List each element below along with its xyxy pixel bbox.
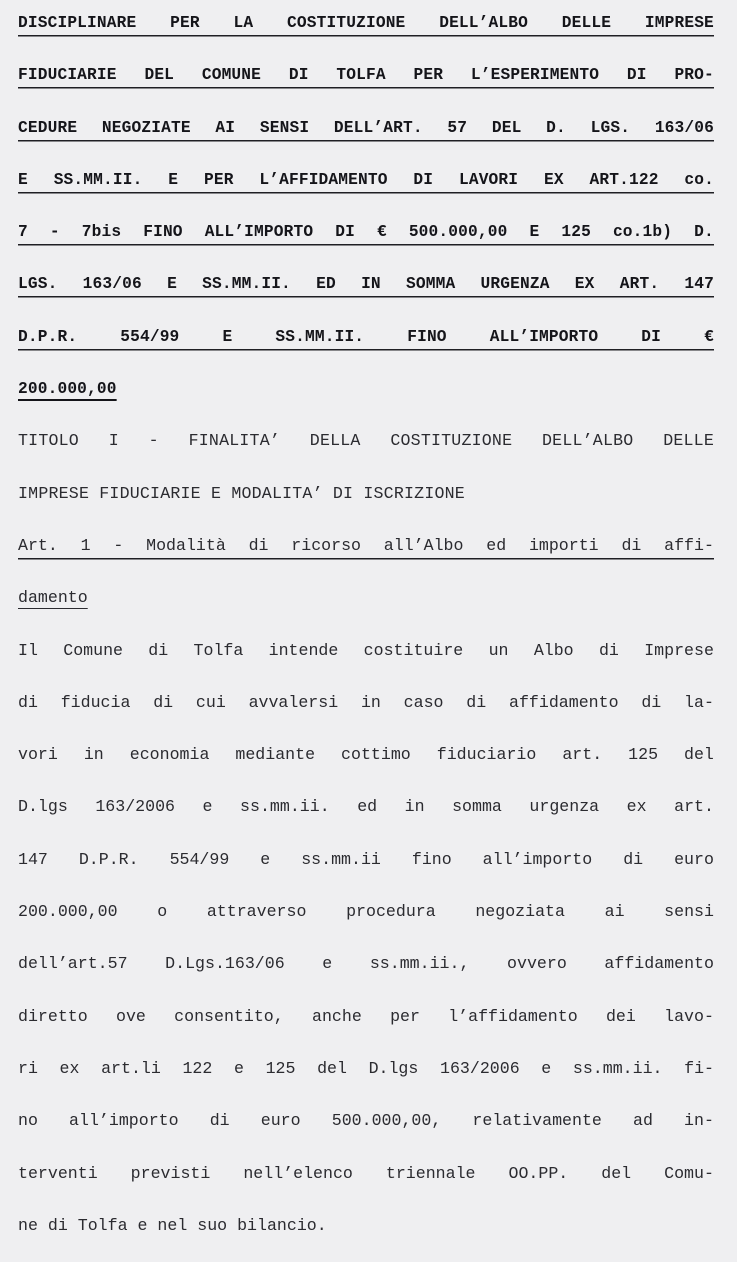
word: L’AFFIDAMENTO — [259, 170, 388, 189]
heading-word: 554/99 — [120, 327, 180, 346]
heading-line — [18, 206, 714, 258]
heading-word: FINO — [407, 327, 447, 346]
word: in — [83, 745, 104, 765]
heading-line — [18, 154, 714, 206]
word: ri — [18, 1058, 38, 1078]
word: DELLA — [309, 431, 361, 451]
word: procedura — [346, 902, 436, 922]
word: LGS. — [18, 275, 58, 294]
word: di — [641, 692, 662, 712]
word: Comu- — [664, 1163, 714, 1183]
body-line — [18, 834, 714, 886]
word: somma — [452, 797, 502, 817]
word: negoziata — [475, 902, 565, 922]
article-body — [18, 625, 714, 1253]
word: 122 — [182, 1058, 213, 1078]
word: ART. — [619, 275, 660, 294]
word: D. — [694, 223, 714, 242]
word: relativamente — [472, 1111, 602, 1131]
word: DEL — [144, 66, 175, 85]
word: ricorso — [291, 535, 361, 555]
word: la- — [684, 692, 714, 712]
word: DELL’ART. — [333, 118, 423, 137]
word: ex — [626, 797, 647, 817]
word: ART.122 — [589, 170, 659, 189]
article-line — [18, 520, 714, 572]
word: del — [317, 1058, 347, 1078]
word: Modalità — [146, 535, 226, 555]
word: intende — [268, 640, 339, 660]
body-line — [18, 781, 714, 833]
word: ED — [316, 275, 336, 294]
word: EX — [574, 275, 595, 294]
word: 163/2006 — [439, 1058, 520, 1078]
body-line — [18, 1095, 714, 1147]
word: 57 — [447, 118, 468, 137]
word: cottimo — [341, 745, 411, 765]
word: PRO- — [674, 66, 714, 85]
word: vori — [18, 745, 58, 765]
word: 163/2006 — [95, 797, 175, 817]
heading-word: ALL’IMPORTO — [489, 327, 599, 346]
word: diretto — [18, 1006, 88, 1026]
word: di — [148, 640, 169, 660]
word: D. — [546, 118, 566, 137]
word: I — [108, 431, 119, 451]
word: consentito, — [174, 1006, 284, 1026]
word: DELL’ALBO — [439, 14, 528, 32]
word: Albo — [533, 640, 574, 660]
title-line: IMPRESE FIDUCIARIE E MODALITA’ DI ISCRIZIONE — [18, 483, 465, 503]
word: 163/06 — [82, 275, 142, 294]
word: euro — [260, 1111, 301, 1131]
word: ss.mm.ii. — [240, 797, 330, 817]
word: art. — [562, 745, 603, 765]
word: cui — [195, 692, 226, 712]
title-line — [18, 415, 714, 467]
word: un — [488, 640, 509, 660]
word: COSTITUZIONE — [390, 431, 513, 451]
word: COMUNE — [201, 66, 262, 85]
word: fiduciario — [436, 745, 537, 765]
word: DISCIPLINARE — [18, 14, 137, 32]
heading-amount: 200.000,00 — [18, 380, 117, 399]
word: - — [49, 223, 60, 242]
word: DEL — [491, 118, 522, 137]
word: di — [18, 692, 38, 712]
word: ovvero — [507, 954, 567, 974]
word: 7bis — [81, 223, 122, 242]
word: FINALITA’ — [188, 431, 281, 451]
word: SS.MM.II. — [53, 170, 143, 189]
word: E — [18, 170, 28, 189]
word: avvalersi — [248, 692, 339, 712]
word: DI — [626, 66, 647, 85]
word: di — [248, 535, 269, 555]
word: Art. — [18, 535, 58, 555]
word: dell’art.57 — [18, 954, 128, 974]
word: per — [390, 1006, 420, 1026]
word: di — [598, 640, 619, 660]
word: D.lgs — [18, 797, 68, 817]
heading-line — [18, 49, 714, 101]
word: DI — [413, 170, 434, 189]
word: costituire — [363, 640, 464, 660]
heading-line-last — [18, 363, 714, 415]
word: TITOLO — [18, 431, 79, 451]
word: fino — [411, 849, 452, 869]
word: e — [322, 954, 333, 974]
article-heading — [18, 520, 714, 625]
word: 1 — [80, 535, 91, 555]
word: 125 — [561, 223, 591, 242]
word: Il — [18, 640, 38, 660]
word: OO.PP. — [508, 1163, 569, 1183]
word: economia — [129, 745, 210, 765]
word: - — [148, 431, 159, 451]
word: ed — [486, 535, 507, 555]
word: di — [621, 535, 642, 555]
heading-line — [18, 102, 714, 154]
heading-line — [18, 0, 714, 49]
word: all’importo — [69, 1111, 179, 1131]
word: DELL’ALBO — [542, 431, 634, 451]
word: E — [529, 223, 540, 242]
word: lavo- — [664, 1006, 714, 1026]
word: sensi — [664, 902, 714, 922]
document-heading — [18, 0, 714, 415]
word: - — [113, 535, 124, 555]
word: 147 — [684, 275, 714, 294]
article-line-text: damento — [18, 588, 88, 608]
word: fiducia — [60, 692, 131, 712]
heading-word: € — [704, 327, 714, 346]
word: LA — [233, 14, 254, 32]
word: 554/99 — [169, 849, 230, 869]
word: nell’elenco — [243, 1163, 353, 1183]
body-line — [18, 1043, 714, 1095]
word: ss.mm.ii., — [369, 954, 470, 974]
word: ad — [632, 1111, 653, 1131]
word: ex — [59, 1058, 80, 1078]
word: di — [466, 692, 487, 712]
word: 200.000,00 — [18, 902, 118, 922]
word: LGS. — [590, 118, 631, 137]
heading-word: E — [222, 327, 233, 346]
word: co. — [684, 170, 714, 189]
body-line — [18, 729, 714, 781]
article-line — [18, 572, 714, 624]
body-line — [18, 938, 714, 990]
word: attraverso — [206, 902, 307, 922]
word: D.Lgs.163/06 — [165, 954, 285, 974]
word: COSTITUZIONE — [287, 14, 406, 32]
word: mediante — [235, 745, 316, 765]
word: co.1b) — [612, 223, 673, 242]
word: 163/06 — [654, 118, 714, 137]
word: ai — [604, 902, 625, 922]
word: e — [233, 1058, 244, 1078]
body-line — [18, 677, 714, 729]
word: in — [404, 797, 425, 817]
word: PER — [170, 14, 200, 32]
word: fi- — [684, 1058, 714, 1078]
word: E — [168, 170, 179, 189]
heading-word: SS.MM.II. — [275, 327, 365, 346]
body-line — [18, 1148, 714, 1200]
word: e — [202, 797, 213, 817]
word: URGENZA — [480, 275, 550, 294]
word: ed — [357, 797, 378, 817]
section-title — [18, 415, 714, 520]
word: Tolfa — [193, 640, 244, 660]
word: urgenza — [529, 797, 600, 817]
word: IMPRESE — [644, 14, 714, 32]
word: TOLFA — [336, 66, 386, 85]
word: caso — [403, 692, 444, 712]
word: AI — [215, 118, 236, 137]
word: CEDURE — [18, 118, 78, 137]
word: 7 — [18, 223, 28, 242]
word: affi- — [664, 535, 714, 555]
word: e — [541, 1058, 552, 1078]
word: dei — [605, 1006, 636, 1026]
word: in- — [684, 1111, 714, 1131]
word: ALL’IMPORTO — [204, 223, 314, 242]
word: D.lgs — [368, 1058, 419, 1078]
word: 125 — [628, 745, 659, 765]
word: del — [684, 745, 714, 765]
body-line — [18, 991, 714, 1043]
word: Comune — [63, 640, 123, 660]
word: 500.000,00, — [331, 1111, 442, 1131]
heading-word: DI — [641, 327, 662, 346]
body-line-last: ne di Tolfa e nel suo bilancio. — [18, 1215, 327, 1235]
word: SS.MM.II. — [202, 275, 291, 294]
word: 147 — [18, 849, 48, 869]
word: art.li — [101, 1058, 161, 1078]
word: SOMMA — [406, 275, 456, 294]
word: FINO — [143, 223, 183, 242]
word: all’importo — [482, 849, 593, 869]
word: importi — [528, 535, 599, 555]
word: PER — [203, 170, 234, 189]
word: EX — [543, 170, 564, 189]
word: DELLE — [663, 431, 714, 451]
heading-word: D.P.R. — [18, 327, 78, 346]
word: Imprese — [644, 640, 714, 660]
body-line — [18, 625, 714, 677]
word: no — [18, 1111, 38, 1131]
word: IN — [361, 275, 381, 294]
word: PER — [413, 66, 444, 85]
word: di — [209, 1111, 230, 1131]
word: 500.000,00 — [408, 223, 508, 242]
word: e — [260, 849, 271, 869]
word: affidamento — [604, 954, 714, 974]
word: l’affidamento — [448, 1006, 578, 1026]
word: in — [360, 692, 381, 712]
heading-line-spread — [18, 311, 714, 363]
word: terventi — [18, 1163, 98, 1183]
word: o — [157, 902, 168, 922]
word: ss.mm.ii — [301, 849, 381, 869]
word: D.P.R. — [78, 849, 139, 869]
word: anche — [311, 1006, 362, 1026]
word: euro — [674, 849, 714, 869]
word: del — [601, 1163, 632, 1183]
word: triennale — [385, 1163, 476, 1183]
word: FIDUCIARIE — [18, 66, 117, 85]
word: DI — [335, 223, 355, 242]
word: ove — [116, 1006, 146, 1026]
word: previsti — [130, 1163, 211, 1183]
word: NEGOZIATE — [101, 118, 191, 137]
word: LAVORI — [458, 170, 519, 189]
word: DELLE — [561, 14, 612, 32]
body-line — [18, 886, 714, 938]
word: DI — [288, 66, 309, 85]
word: 125 — [265, 1058, 296, 1078]
word: di — [153, 692, 174, 712]
word: L’ESPERIMENTO — [470, 66, 600, 85]
word: art. — [674, 797, 714, 817]
word: di — [623, 849, 644, 869]
word: SENSI — [259, 118, 310, 137]
word: ss.mm.ii. — [572, 1058, 663, 1078]
word: affidamento — [509, 692, 619, 712]
word: € — [376, 223, 387, 242]
word: E — [167, 275, 177, 294]
word: all’Albo — [383, 535, 464, 555]
heading-line — [18, 258, 714, 310]
